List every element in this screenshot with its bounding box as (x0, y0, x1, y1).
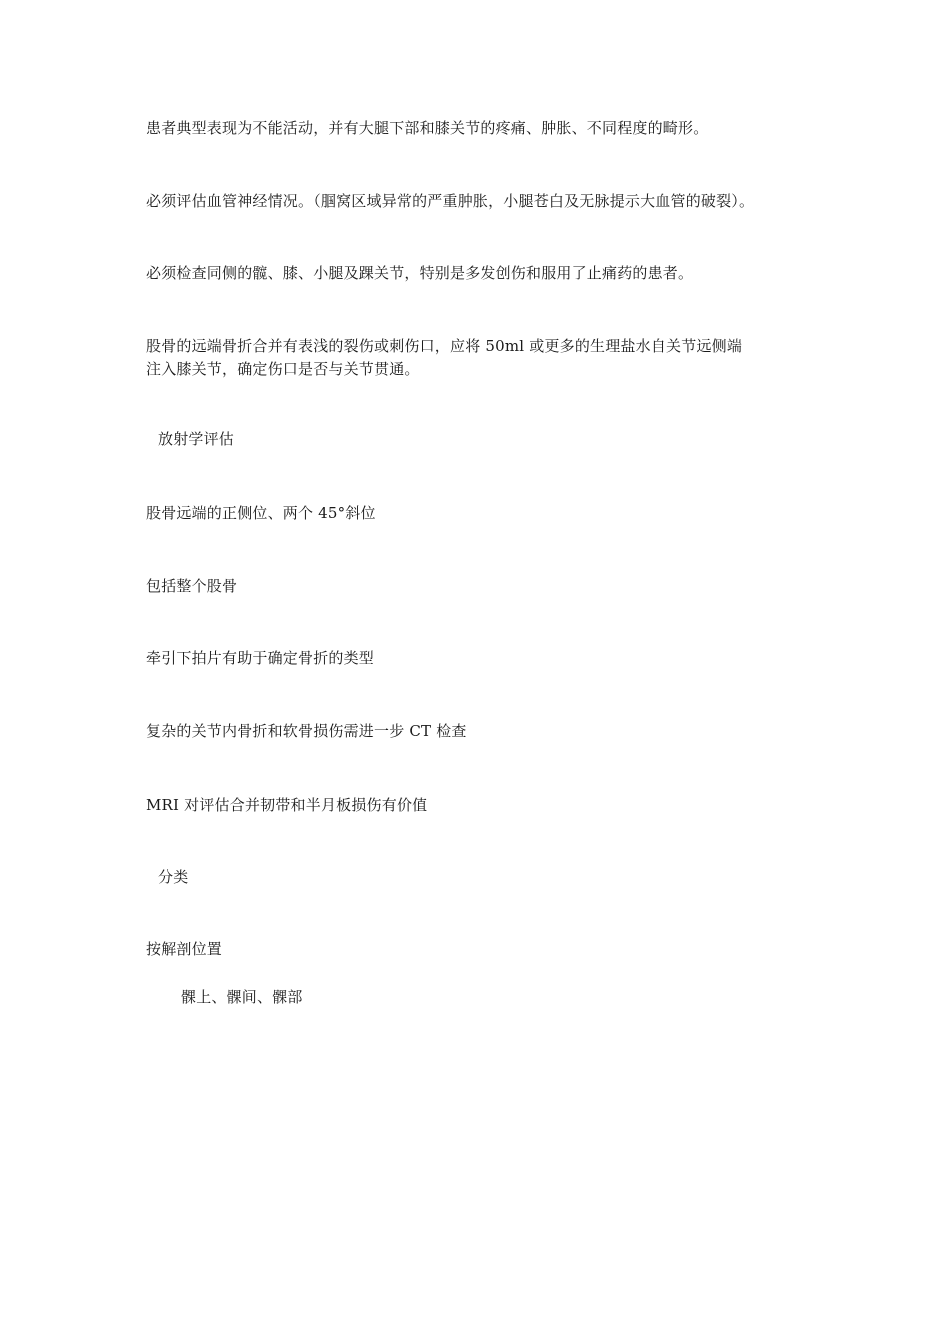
heading-classification: 分类 (158, 868, 189, 886)
radiology-item: MRI 对评估合并韧带和半月板损伤有价值 (146, 796, 428, 814)
paragraph-neurovascular: 必须评估血管神经情况。（腘窝区域异常的严重肿胀，小腿苍白及无脉提示大血管的破裂）。 (146, 192, 755, 210)
paragraph-wound-line-2: 注入膝关节，确定伤口是否与关节贯通。 (146, 360, 420, 378)
radiology-item: 牵引下拍片有助于确定骨折的类型 (146, 649, 375, 667)
heading-radiology: 放射学评估 (158, 430, 235, 448)
paragraph-ipsilateral-exam: 必须检查同侧的髋、膝、小腿及踝关节，特别是多发创伤和服用了止痛药的患者。 (146, 264, 694, 282)
radiology-item: 股骨远端的正侧位、两个 45°斜位 (146, 504, 376, 522)
paragraph-presentation: 患者典型表现为不能活动，并有大腿下部和膝关节的疼痛、肿胀、不同程度的畸形。 (146, 119, 709, 137)
classification-item: 按解剖位置 (146, 940, 223, 958)
radiology-item: 包括整个股骨 (146, 577, 238, 595)
classification-subitem: 髁上、髁间、髁部 (181, 988, 303, 1006)
radiology-item: 复杂的关节内骨折和软骨损伤需进一步 CT 检查 (146, 722, 467, 740)
paragraph-wound-line-1: 股骨的远端骨折合并有表浅的裂伤或刺伤口，应将 50ml 或更多的生理盐水自关节远侧端 (146, 337, 743, 355)
